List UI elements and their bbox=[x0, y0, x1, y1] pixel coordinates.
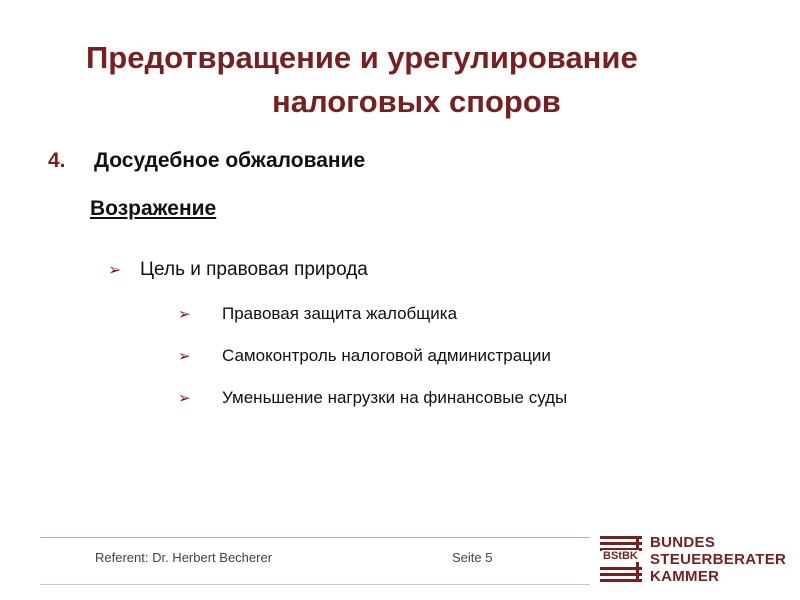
footer-page-number: Seite 5 bbox=[452, 550, 493, 565]
section-heading bbox=[48, 146, 365, 176]
arrow-bullet-icon: ➢ bbox=[108, 262, 122, 279]
arrow-bullet-icon: ➢ bbox=[178, 306, 191, 323]
logo-line1: BUNDES bbox=[650, 534, 716, 551]
slide-title bbox=[0, 36, 800, 124]
bstbk-logo bbox=[600, 532, 790, 588]
section-number: 4. bbox=[48, 149, 66, 172]
sub-bullet bbox=[178, 302, 457, 327]
footer-divider-top bbox=[40, 537, 590, 538]
sub-bullet-text: Уменьшение нагрузки на финансовые суды bbox=[222, 388, 568, 407]
sub-bullet-text: Самоконтроль налоговой администрации bbox=[222, 346, 551, 365]
main-bullet bbox=[108, 256, 368, 285]
main-bullet-text: Цель и правовая природа bbox=[140, 259, 368, 280]
logo-line3: KAMMER bbox=[650, 568, 720, 585]
sub-bullet-text: Правовая защита жалобщика bbox=[222, 304, 458, 323]
logo-wordmark bbox=[650, 534, 786, 585]
logo-line2: STEUERBERATER bbox=[650, 551, 787, 568]
slide-title-line1: Предотвращение и урегулирование bbox=[86, 40, 638, 75]
footer-referent: Referent: Dr. Herbert Becherer bbox=[95, 550, 273, 565]
sub-bullet bbox=[178, 386, 567, 411]
subheading: Возражение bbox=[90, 197, 217, 220]
slide-title-line2: налоговых споров bbox=[272, 84, 561, 119]
sub-bullet bbox=[178, 344, 551, 369]
logo-abbreviation: BStBK bbox=[603, 550, 638, 562]
arrow-bullet-icon: ➢ bbox=[178, 348, 191, 365]
footer-divider-bottom bbox=[40, 584, 590, 585]
arrow-bullet-icon: ➢ bbox=[178, 390, 191, 407]
section-title: Досудебное обжалование bbox=[94, 149, 366, 172]
